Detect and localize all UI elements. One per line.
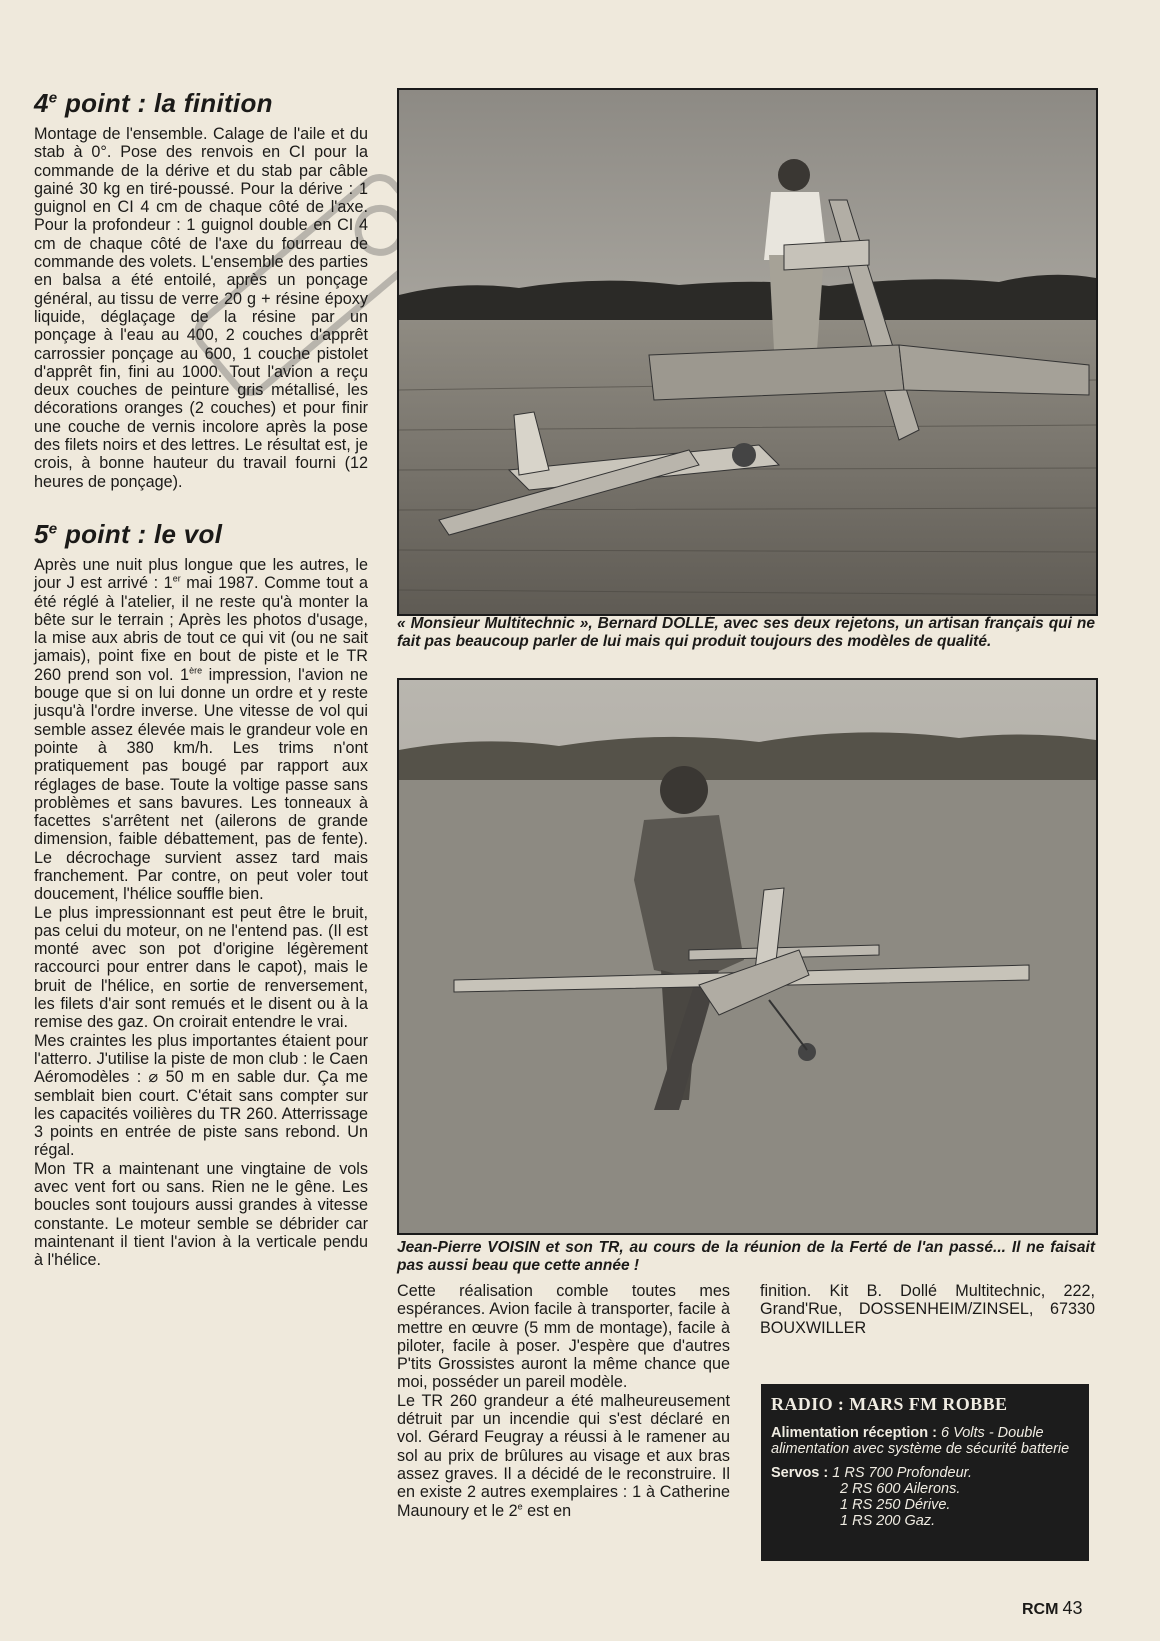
alimentation-line: Alimentation réception : 6 Volts - Double alimentation avec système de sécurité batterie — [771, 1425, 1070, 1457]
section-5-heading: 5e point : le vol — [34, 518, 223, 549]
middle-paragraph-2: Le TR 260 grandeur a été malheureusement détruit par un incendie qui s'est déclaré en vol. Gérard Feugray a réussi à le ramener au sol au prix de brûlures au visage et aux bras assez graves. Il a décidé de le reconstruire. Il en existe 2 autres exemplaires : 1 à Catherine Maunoury et le 2e est en — [397, 1391, 730, 1520]
section-5-paragraph-1: Après une nuit plus longue que les autres, le jour J est arrivé : 1er mai 1987. Comme tout a été réglé à l'atelier, il ne reste qu'à monter la bête sur le terrain ; Après les photos d'usage, la mise aux abris de tout ce qui vit (ou ne sait jamais), point fixe en bout de piste et le TR 260 prend son vol. 1ère impression, l'avion ne bouge que si on lui donne un ordre et y reste jusqu'à l'ordre inverse. Une vitesse de vol qui semble assez élevée mais le grandeur vole en pointe à 380 km/h. Les trims n'ont pratiquement pas bougé par rapport aux réglages de base. Toute la voltige passe sans problèmes et sans bavures. Les tonneaux à facettes s'arrêtent net (ailerons de grande dimension, faible débattement, pas de fente). Le décrochage survient assez tard mais franchement. Par contre, on peut voler tout doucement, l'hélice souffle bien. — [34, 555, 368, 904]
section-5-paragraph-3: Mes craintes les plus importantes étaient pour l'atterro. J'utilise la piste de mon club : le Caen Aéromodèles : ⌀ 50 m en sable dur. Ça me semblait bien court. C'était sans compter sur les capacités voilières du TR 260. Atterrissage 3 points en entrée de piste sans rebond. Un régal. — [34, 1031, 368, 1160]
section-5-paragraph-2: Le plus impressionnant est peut être le bruit, pas celui du moteur, on ne l'entend pas. (Il est monté avec son pot d'origine légèrement raccourci pour entrer dans le capot), mais le bruit de l'hélice, en sortie de renversement, les filets d'air sont remués et le disent ou à la remise des gaz. On croirait entendre le vrai. — [34, 903, 368, 1032]
page-number: 43 — [1062, 1598, 1083, 1618]
section-5-paragraph-4: Mon TR a maintenant une vingtaine de vols avec vent fort ou sans. Rien ne le gêne. Les boucles sont toujours aussi grandes à vitesse constante. Le moteur semble se débrider car maintenant il tient l'avion à la verticale pendu à l'hélice. — [34, 1159, 368, 1270]
photo-1-illustration — [399, 90, 1096, 614]
photo-2-illustration — [399, 680, 1096, 1233]
servo-item: 1 RS 250 Dérive. — [840, 1497, 951, 1513]
photo-bernard-dolle — [397, 88, 1098, 616]
page-footer — [1022, 1598, 1082, 1619]
servo-item: 2 RS 600 Ailerons. — [840, 1481, 961, 1497]
magazine-name: RCM — [1022, 1601, 1059, 1618]
middle-column — [397, 1282, 730, 1520]
photo-1-caption: « Monsieur Multitechnic », Bernard DOLLÉ, avec ses deux rejetons, un artisan français qui ne fait pas beaucoup parler de lui mais qui produit toujours des modèles de qualité. — [397, 615, 1095, 650]
left-column — [34, 88, 368, 1270]
middle-paragraph-1: Cette réalisation comble toutes mes espérances. Avion facile à transporter, facile à mettre en œuvre (5 mm de montage), facile à piloter, facile à poser. J'espère que d'autres P'tits Grossistes auront la même chance que moi, posséder un pareil modèle. — [397, 1282, 730, 1392]
photo-2-caption: Jean-Pierre VOISIN et son TR, au cours de la réunion de la Ferté de l'an passé... Il ne faisait pas aussi beau que cette année ! — [397, 1239, 1095, 1274]
right-column — [760, 1282, 1095, 1337]
radio-info-box — [761, 1384, 1089, 1561]
section-4-text: Montage de l'ensemble. Calage de l'aile et du stab à 0°. Pose des renvois en CI pour la commande de la dérive et du stab par câble gainé 30 kg en tiré-poussé. Pour la dérive : 1 guignol en CI 4 cm de chaque côté de l'axe. Pour la profondeur : 1 guignol double en CI 4 cm de chaque côté de l'axe du fourreau de commande des volets. L'ensemble des parties en balsa a été entoilé, après un ponçage général, au tissu de verre 20 g + résine époxy liquide, déglaçage de la résine par un ponçage à l'eau au 400, 2 couches d'apprêt carrossier ponçage au 600, 1 couche pistolet d'apprêt fin, fini au 1000. Tout l'avion a reçu deux couches de peinture gris métallisé, les décorations oranges (2 couches) et pour finir une couche de vernis incolore après la pose des filets noirs et des lettres. Le résultat est, je crois, à bonne hauteur du travail fourni (12 heures de ponçage). — [34, 125, 368, 491]
photo-jean-pierre-voisin — [397, 678, 1098, 1235]
servos-line: Servos : 1 RS 700 Profondeur. — [771, 1465, 972, 1481]
servo-item: 1 RS 200 Gaz. — [840, 1513, 936, 1529]
radio-box-title: RADIO : MARS FM ROBBE — [771, 1394, 1008, 1414]
section-4-heading: 4e point : la finition — [34, 88, 273, 118]
right-paragraph: finition. Kit B. Dollé Multitechnic, 222, Grand'Rue, DOSSENHEIM/ZINSEL, 67330 BOUXWILLER — [760, 1282, 1095, 1337]
